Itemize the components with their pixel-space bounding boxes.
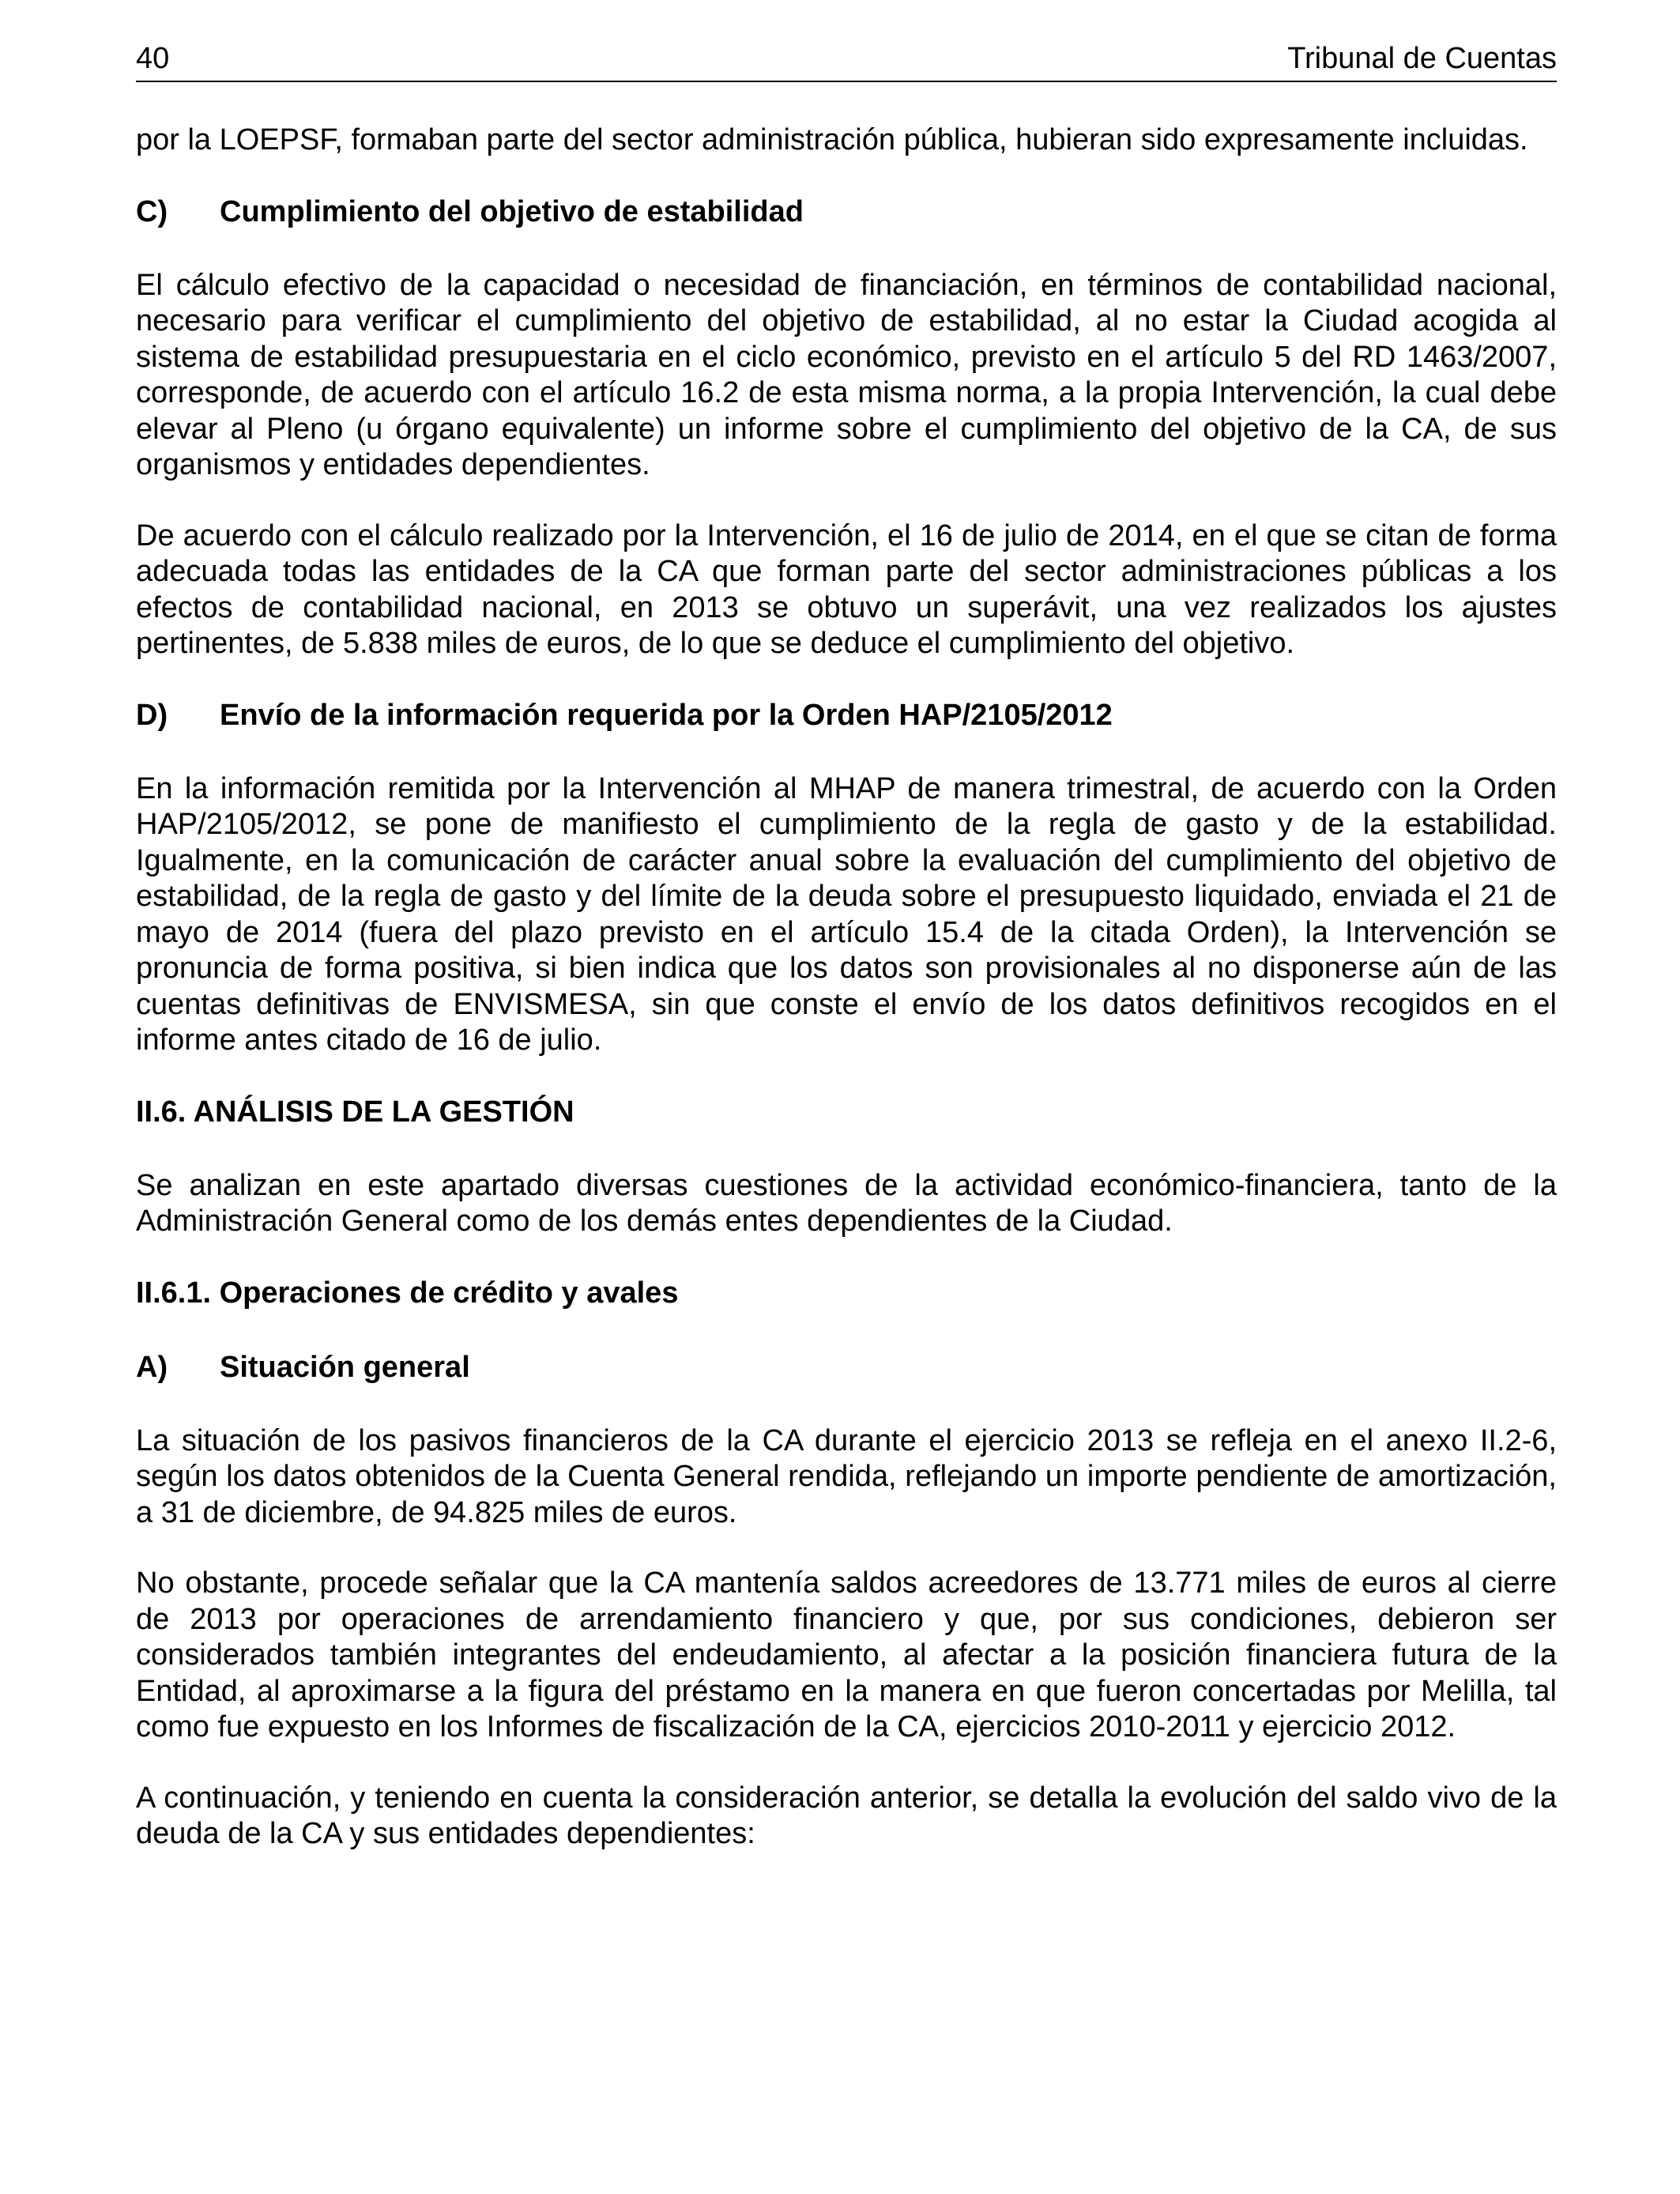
paragraph-loepsf: por la LOEPSF, formaban parte del sector administración pública, hubieran sido expresamente incluidas. (136, 123, 1528, 156)
heading-c-stability-objective (136, 194, 1557, 230)
heading-ii6-management-analysis: II.6. ANÁLISIS DE LA GESTIÓN (136, 1095, 574, 1129)
paragraph-debt-evolution: A continuación, y teniendo en cuenta la consideración anterior, se detalla la evolución del saldo vivo de la deuda de la CA y sus entidades dependientes: (136, 1781, 1557, 1850)
heading-letter: D) (136, 698, 168, 732)
paragraph-mhap-information: En la información remitida por la Intervención al MHAP de manera trimestral, de acuerdo con la Orden HAP/2105/2012, se pone de manifiesto el cumplimiento de la regla de gasto y de la estabilidad. Igualmente, en la comunicación de carácter anual sobre la evaluación del cumplimiento del objetivo de estabilidad, de la regla de gasto y del límite de la deuda sobre el presupuesto liquidado, enviada el 21 de mayo de 2014 (fuera del plazo previsto en el artículo 15.4 de la citada Orden), la Intervención se pronuncia de forma positiva, si bien indica que los datos son provisionales al no disponerse aún de las cuentas definitivas de ENVISMESA, sin que conste el envío de los datos definitivos recogidos en el informe antes citado de 16 de julio. (136, 771, 1557, 1057)
heading-a-general-situation (136, 1349, 1557, 1385)
header-title: Tribunal de Cuentas (1287, 42, 1557, 75)
paragraph-section-intro: Se analizan en este apartado diversas cuestiones de la actividad económico-financiera, tanto de la Administración General como de los demás entes dependientes de la Ciudad. (136, 1168, 1557, 1238)
heading-text: Cumplimiento del objetivo de estabilidad (220, 194, 804, 228)
paragraph-financial-liabilities: La situación de los pasivos financieros de la CA durante el ejercicio 2013 se refleja en el anexo II.2-6, según los datos obtenidos de la Cuenta General rendida, reflejando un importe pendiente de amortización, a 31 de diciembre, de 94.825 miles de euros. (136, 1423, 1557, 1529)
document-body (136, 123, 1557, 1887)
heading-d-information-submission (136, 697, 1557, 733)
page-number: 40 (136, 42, 170, 75)
heading-ii61-credit-operations: II.6.1. Operaciones de crédito y avales (136, 1276, 679, 1310)
heading-text: Situación general (220, 1350, 470, 1384)
heading-letter: A) (136, 1350, 168, 1384)
paragraph-superavit: De acuerdo con el cálculo realizado por la Intervención, el 16 de julio de 2014, en el que se citan de forma adecuada todas las entidades de la CA que forman parte del sector administraciones públicas a los efectos de contabilidad nacional, en 2013 se obtuvo un superávit, una vez realizados los ajustes pertinentes, de 5.838 miles de euros, de lo que se deduce el cumplimiento del objetivo. (136, 518, 1557, 660)
paragraph-leasing-balances: No obstante, procede señalar que la CA mantenía saldos acreedores de 13.771 miles de euros al cierre de 2013 por operaciones de arrendamiento financiero y que, por sus condiciones, debieron ser considerados también integrantes del endeudamiento, al afectar a la posición financiera futura de la Entidad, al aproximarse a la figura del préstamo en la manera en que fueron concertadas por Melilla, tal como fue expuesto en los Informes de fiscalización de la CA, ejercicios 2010-2011 y ejercicio 2012. (136, 1566, 1557, 1744)
paragraph-calculation: El cálculo efectivo de la capacidad o necesidad de financiación, en términos de contabilidad nacional, necesario para verificar el cumplimiento del objetivo de estabilidad, al no estar la Ciudad acogida al sistema de estabilidad presupuestaria en el ciclo económico, previsto en el artículo 5 del RD 1463/2007, corresponde, de acuerdo con el artículo 16.2 de esta misma norma, a la propia Intervención, la cual debe elevar al Pleno (u órgano equivalente) un informe sobre el cumplimiento del objetivo de la CA, de sus organismos y entidades dependientes. (136, 268, 1557, 481)
page-header (136, 41, 1557, 82)
heading-text: Envío de la información requerida por la Orden HAP/2105/2012 (220, 698, 1113, 732)
heading-letter: C) (136, 194, 168, 228)
